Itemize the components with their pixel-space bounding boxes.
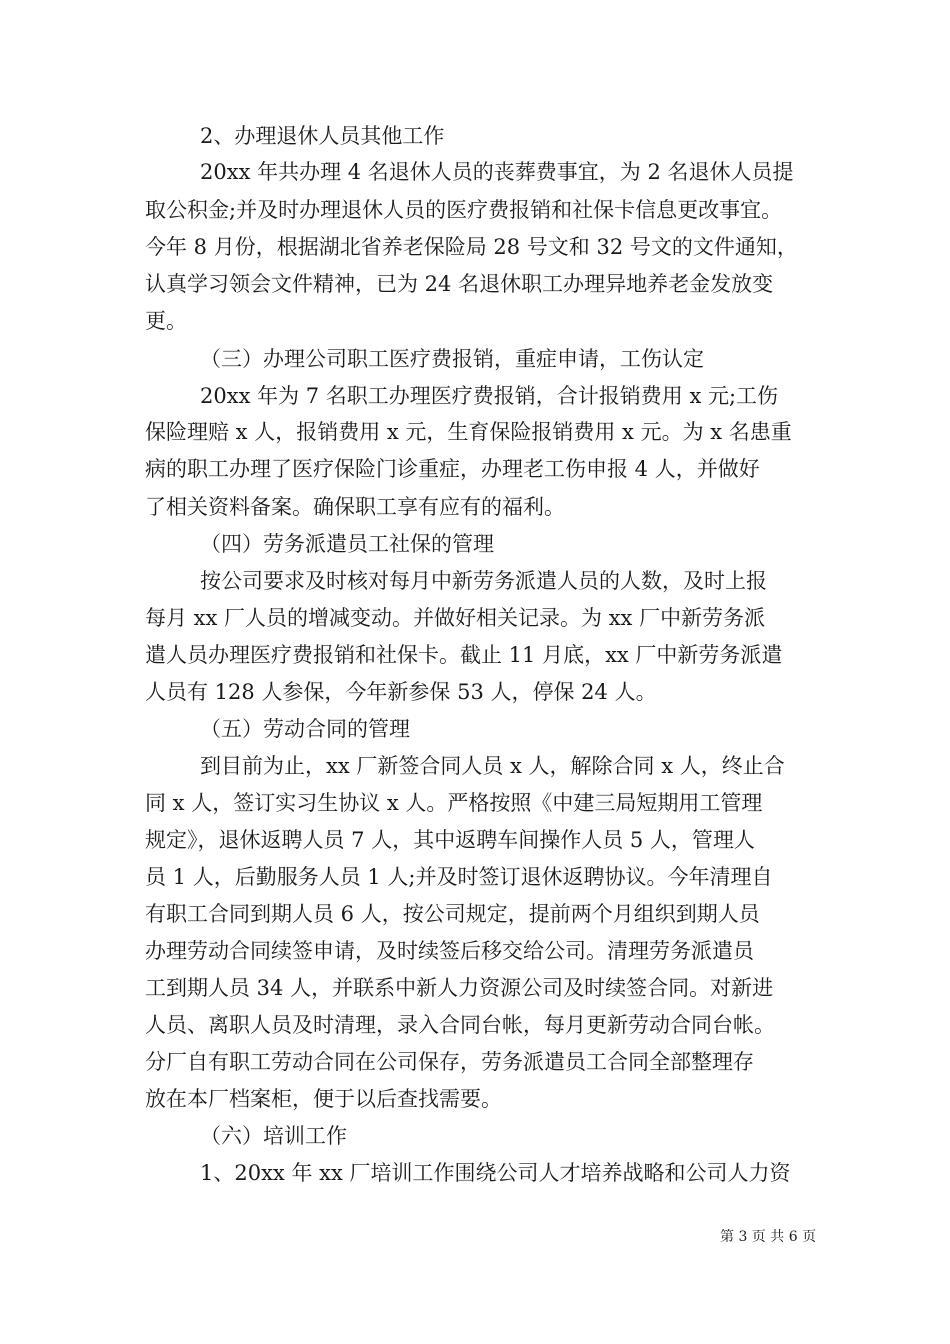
text-line: 工到期人员 34 人，并联系中新人力资源公司及时续签合同。对新进	[145, 976, 774, 1000]
text-line: 员 1 人，后勤服务人员 1 人;并及时签订退休返聘协议。今年清理自	[145, 865, 773, 889]
text-line: 病的职工办理了医疗保险门诊重症，办理老工伤申报 4 人，并做好	[145, 457, 760, 481]
text-line: 了相关资料备案。确保职工享有应有的福利。	[145, 495, 565, 519]
text-line: 每月 xx 厂人员的增减变动。并做好相关记录。为 xx 厂中新劳务派	[145, 606, 766, 630]
section-heading: （五）劳动合同的管理	[200, 717, 410, 741]
text-line: 按公司要求及时核对每月中新劳务派遣人员的人数，及时上报	[200, 569, 767, 593]
text-line: 同 x 人，签订实习生协议 x 人。严格按照《中建三局短期用工管理	[145, 791, 763, 815]
section-heading: （六）培训工作	[200, 1124, 347, 1148]
text-line: 20xx 年共办理 4 名退休人员的丧葬费事宜，为 2 名退休人员提	[200, 160, 794, 184]
text-line: 1、20xx 年 xx 厂培训工作围绕公司人才培养战略和公司人力资	[200, 1161, 791, 1185]
text-line: 放在本厂档案柜，便于以后查找需要。	[145, 1087, 502, 1111]
text-line: 有职工合同到期人员 6 人，按公司规定，提前两个月组织到期人员	[145, 902, 760, 926]
text-line: 保险理赔 x 人，报销费用 x 元，生育保险报销费用 x 元。为 x 名患重	[145, 420, 792, 444]
section-heading: （三）办理公司职工医疗费报销，重症申请，工伤认定	[200, 347, 704, 371]
page-number-footer: 第 3 页 共 6 页	[720, 1229, 817, 1245]
text-line: 今年 8 月份，根据湖北省养老保险局 28 号文和 32 号文的文件通知，	[145, 235, 798, 259]
section-heading: （四）劳务派遣员工社保的管理	[200, 532, 494, 556]
text-line: 2、办理退休人员其他工作	[200, 124, 445, 148]
text-line: 遣人员办理医疗费报销和社保卡。截止 11 月底，xx 厂中新劳务派遣	[145, 643, 783, 667]
text-line: 取公积金;并及时办理退休人员的医疗费报销和社保卡信息更改事宜。	[145, 198, 783, 222]
text-line: 分厂自有职工劳动合同在公司保存，劳务派遣员工合同全部整理存	[145, 1050, 754, 1074]
text-line: 人员有 128 人参保，今年新参保 53 人，停保 24 人。	[145, 680, 657, 704]
text-line: 认真学习领会文件精神，已为 24 名退休职工办理异地养老金发放变	[145, 272, 774, 296]
text-line: 更。	[145, 309, 187, 333]
text-line: 办理劳动合同续签申请，及时续签后移交给公司。清理劳务派遣员	[145, 939, 754, 963]
text-line: 规定》，退休返聘人员 7 人，其中返聘车间操作人员 5 人，管理人	[145, 828, 755, 852]
text-line: 到目前为止，xx 厂新签合同人员 x 人，解除合同 x 人，终止合	[200, 754, 785, 778]
text-line: 人员、离职人员及时清理，录入合同台帐，每月更新劳动合同台帐。	[145, 1013, 775, 1037]
text-line: 20xx 年为 7 名职工办理医疗费报销，合计报销费用 x 元;工伤	[200, 384, 779, 408]
